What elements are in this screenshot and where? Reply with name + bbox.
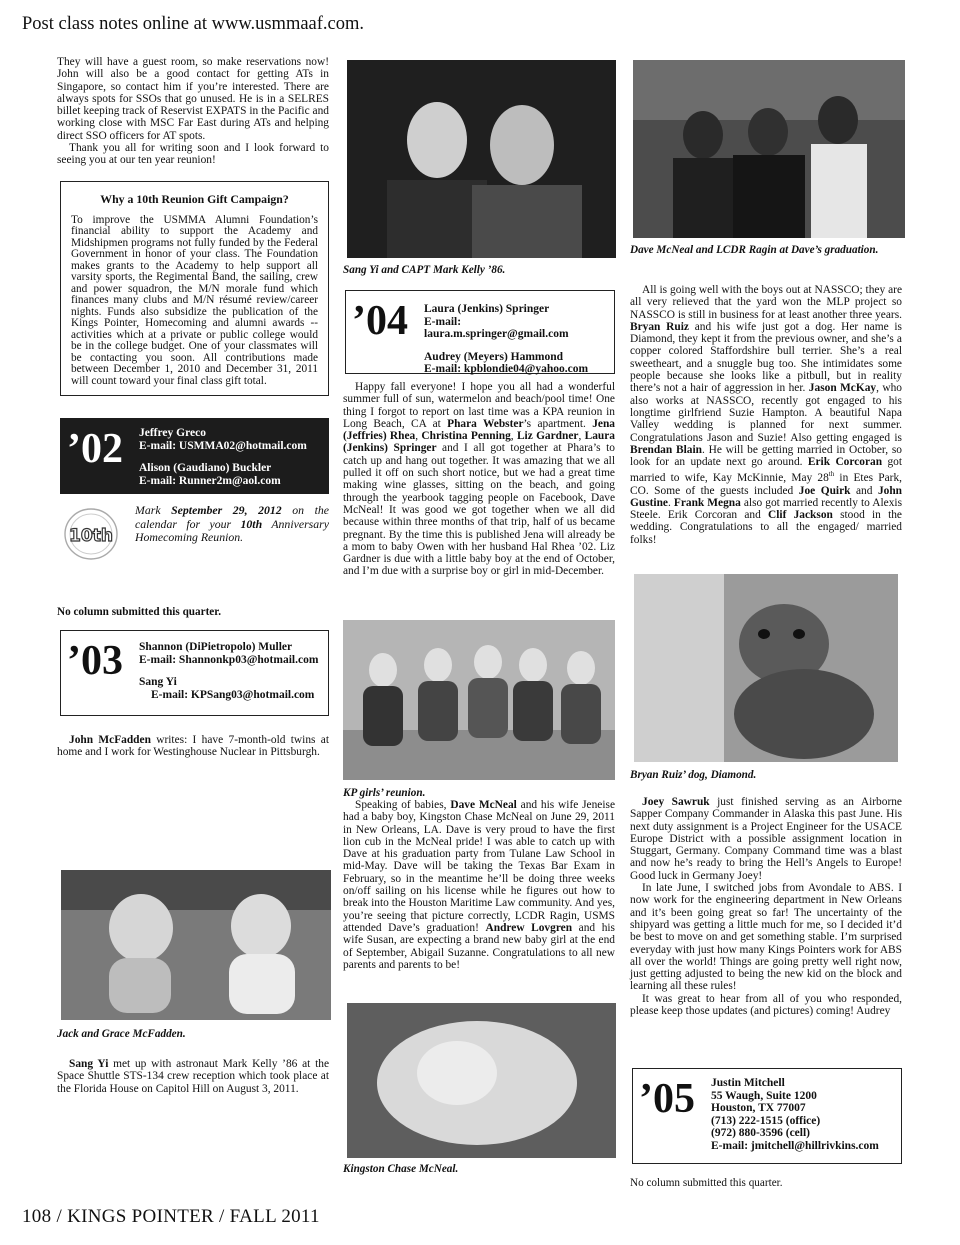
contact-name: Shannon (DiPietropolo) Muller <box>139 641 293 654</box>
column-1 <box>57 56 329 759</box>
contact-email: E-mail: jmitchell@hillrivkins.com <box>711 1139 879 1152</box>
no-column-notice-05: No column submitted this quarter. <box>630 1177 783 1189</box>
contact-name: Audrey (Meyers) Hammond <box>424 350 564 363</box>
caption-graduation: Dave McNeal and LCDR Ragin at Dave’s graduation. <box>630 244 879 256</box>
contact-phone: (713) 222-1515 (office) <box>711 1114 821 1127</box>
contact-address: Houston, TX 77007 <box>711 1102 806 1115</box>
class-year: ’05 <box>639 1076 695 1122</box>
contact-email: E-mail: Shannonkp03@hotmail.com <box>139 653 319 666</box>
caption-twins: Jack and Grace McFadden. <box>57 1028 186 1040</box>
photo-mcfadden-twins <box>61 870 331 1020</box>
gift-campaign-box <box>60 181 329 397</box>
contact-name: Sang Yi <box>139 676 177 689</box>
anniversary-text: Mark September 29, 2012 on the calendar for your 10th Anniversary Homecoming Reunion. <box>135 503 329 545</box>
contact-phone: (972) 880-3596 (cell) <box>711 1127 810 1140</box>
caption-kelly: Sang Yi and CAPT Mark Kelly ’86. <box>343 264 506 276</box>
tenth-reunion-logo <box>57 504 125 562</box>
paragraph: They will have a guest room, so make reservations now! John will also be a good contact for getting ATs in Singapore, so contact him if you’re interested. There are always spots for SSOs that go unused. He is in a SELRES billet keeping track of Reservist EXPATS in the Pacific and working close with MSC Far East during ATs and helping direct SSO officers for AT spots. <box>57 56 329 142</box>
page-header: Post class notes online at www.usmmaaf.com. <box>22 14 365 34</box>
contact-name: Laura (Jenkins) Springer <box>424 303 550 315</box>
contact-name: Jeffrey Greco <box>139 427 206 440</box>
class-year: ’03 <box>67 638 123 685</box>
contact-email: E-mail: kpblondie04@yahoo.com <box>424 363 589 376</box>
mcfadden-note: John McFadden writes: I have 7-month-old twins at home and I work for Westinghouse Nuclear in Pittsburgh. <box>57 734 329 759</box>
contact-email: E-mail: KPSang03@hotmail.com <box>151 688 315 701</box>
class-year: ’04 <box>352 298 408 344</box>
paragraph: In late June, I switched jobs from Avondale to ABS. I now work for the engineering department in New Orleans and it’s been going great so far! The uncertainty of the shipyard was getting a little much for me, so I decided it’d be best to move on and get something stable. I’m surprised everyday with just how many Kings Pointers work for ABS all over the world! Things are going pretty well right now, just getting adjusted to being the new kid on the block and learning all these rules! <box>630 882 902 993</box>
class-01-continued <box>57 56 329 167</box>
class-contacts <box>139 427 307 487</box>
no-column-notice: No column submitted this quarter. <box>57 606 221 619</box>
class-03-header <box>60 630 329 716</box>
caption-baby: Kingston Chase McNeal. <box>343 1163 459 1175</box>
caption-kp-girls: KP girls’ reunion. <box>343 787 426 799</box>
photo-sang-yi-mark-kelly <box>347 60 616 258</box>
contact-name: Justin Mitchell <box>711 1077 785 1089</box>
anniversary-note <box>57 504 329 562</box>
contact-email: E-mail: Runner2m@aol.com <box>139 474 281 487</box>
paragraph: It was great to hear from all of you who responded, please keep those updates (and pictures) coming! Audrey <box>630 992 902 1018</box>
svg-text:10th: 10th <box>69 526 113 547</box>
class-02-header <box>60 418 329 494</box>
photo-kp-girls-reunion <box>343 620 615 780</box>
photo-dog-diamond <box>634 574 898 762</box>
class-contacts <box>711 1077 879 1153</box>
class-contacts <box>139 639 318 701</box>
photo-baby-kingston <box>347 1003 616 1158</box>
class-04-text-3: All is going well with the boys out at NASSCO; they are all very relieved that the yard won the MLP project so NASSCO is still in business for at least another three years. Bryan Ruiz and his wife just got a dog. Her name is Diamond, they kept it from the previous owner, and she’s a copper colored Staffordshire bull terrier. She’s a real sweetheart, and a snuggle bug too. She intimidates some people because she looks like a pitbull, but in reality there’s not a hair of aggression in her. Jason McKay, who also works at NASSCO, recently got engaged to his longtime girlfriend Suzie Hampton. A beautiful Napa Valley wedding is planned for next summer. Congratulations Jason and Suzie! Also getting engaged is Brendan Blain. He will be getting married in October, so look for an update next go around. Erik Corcoran got married to wife, Kay McKinnie, May 28th in Etes Park, CO. Some of the guests included Joe Quirk and John Gustine. Frank Megna also got married recently to Alexis Steele. Erik Corcoran and Clif Jackson stood in the wedding. Congratulations to all the engaged/ married folks! <box>630 284 902 546</box>
contact-name: Alison (Gaudiano) Buckler <box>139 462 272 475</box>
contact-address: 55 Waugh, Suite 1200 <box>711 1089 817 1102</box>
contact-email: E-mail: laura.m.springer@gmail.com <box>424 315 569 341</box>
paragraph: Thank you all for writing soon and I look forward to seeing you at our ten year reunion! <box>57 142 329 167</box>
caption-dog: Bryan Ruiz’ dog, Diamond. <box>630 769 757 781</box>
gift-campaign-body: To improve the USMMA Alumni Foundation’s financial ability to support the Academy and Midshipmen programs not fully funded by the Federal Government in honor of your class. The Foundation makes grants to the Academy to help support all varsity sports, the Regimental Band, the sailing, crew and power squadron, the M/N morale fund which finances many clubs and M/N résumé review/career nights. Funds also subsidize the publication of the Kings Pointer, Homecoming and alumni awards -- activities which at a private or public college would be in the college budget. One of your classmates will be contacting you soon. All contributions made between December 1, 2010 and December 31, 2011 will count toward your final class gift total. <box>71 213 318 387</box>
class-04-text-1: Happy fall everyone! I hope you all had a wonderful summer full of sun, watermelon and beach/pool time! One thing I forgot to report on last time was a KPA reunion in Long Beach, CA at Phara Webster’s apartment. Jena (Jeffries) Rhea, Christina Penning, Liz Gardner, Laura (Jenkins) Springer and I all got together at Phara’s to catch up and hang out together. It was amazing that we all pulled it off on such short notice, but we had a great time making wine glasses, sitting on the beach, and going through the yearbook tagging people on Facebook, Dave McNeal! It was good we got together when we all did because within three months of that trip, half of us became pregnant. By the time this is published Jena will already be a mom to baby Owen with her husband Hal Rhea ’02. Liz Gardner is due with a little baby boy at the end of October, and I’m due with a surprise boy or girl in mid-December. <box>343 381 616 578</box>
class-year: ’02 <box>67 426 123 473</box>
badge-text <box>69 526 113 546</box>
class-04-text-2: Speaking of babies, Dave McNeal and his wife Jeneise had a baby boy, Kingston Chase McNeal on June 29, 2011 in New Orleans, LA. Dave is very proud to have the first lion cub in the McNeal pride! I was able to catch up with Dave at his graduation party from Tulane Law School in mid-May. Dave will be taking the Texas Bar Exam in February, so in the meantime he’ll be doing three weeks on/off sailing on his license while he figures out how to break into the Houston Maritime Law community. And yes, you’re seeing that picture correctly, LCDR Ragin, USMS attended Dave’s graduation! Andrew Lovgren and his wife Susan, are expecting a brand new baby girl at the end of September, Abigail Suzanne. Congratulations to all new parents and parents to be! <box>343 799 616 971</box>
class-05-header <box>632 1068 902 1164</box>
photo-mcneal-graduation <box>633 60 905 238</box>
gift-campaign-title: Why a 10th Reunion Gift Campaign? <box>100 191 289 206</box>
sang-yi-note: Sang Yi met up with astronaut Mark Kelly ’86 at the Space Shuttle STS-134 crew reception which took place at the Florida House on Capitol Hill on August 3, 2011. <box>57 1058 330 1095</box>
class-04-text-4: Joey Sawruk just finished serving as an Airborne Sapper Company Commander in Alaska this past June. His next duty assignment is a Project Engineer for the USACE Europe District with a possible assignment location in Stuggart, Germany. Company Command time was a blast and now he’s ready to bring the Hell’s Angels to Europe! Good luck in Germany Joey! In late June, I switched jobs from Avondale to ABS. I now work for the engineering department in New Orleans and it’s been going great so far! The uncertainty of the shipyard was getting a little much for me, so I decided it’d be best to move on and get something stable. I’m surprised everyday with just how many Kings Pointers work for ABS all over the world! Things are going pretty well right now, just getting adjusted to being the new kid on the block and learning all these rules! It was great to hear from all of you who responded, please keep those updates (and pictures) coming! Audrey <box>630 796 902 1018</box>
class-04-header <box>345 290 615 374</box>
contact-email: E-mail: USMMA02@hotmail.com <box>139 439 307 452</box>
page-footer: 108 / KINGS POINTER / FALL 2011 <box>22 1206 320 1227</box>
class-contacts <box>424 299 608 376</box>
